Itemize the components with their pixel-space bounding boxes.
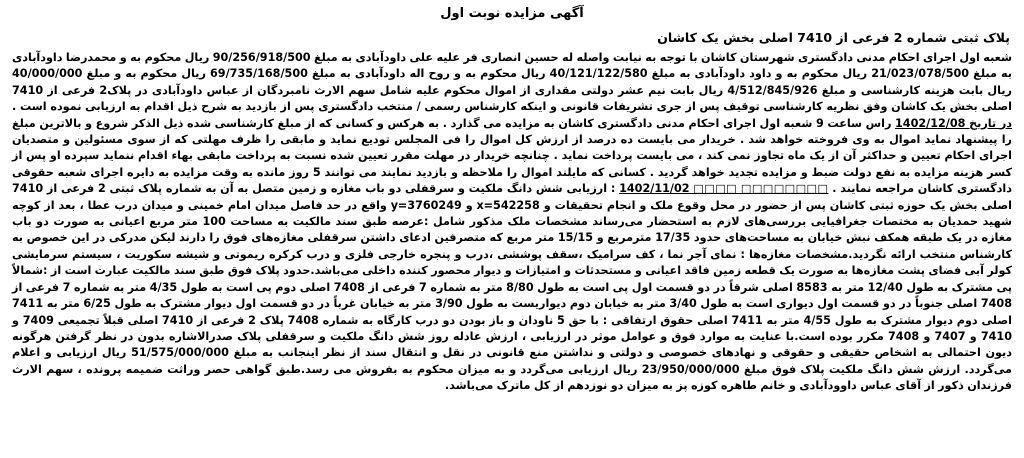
notice-subtitle: پلاک ثبتی شماره 2 فرعی از 7410 اصلی بخش یک کاشان: [657, 30, 1010, 45]
body-paragraph-part3: : ارزیابی شش دانگ ملکیت و سرقفلی دو باب مغازه و زمین متصل به آن به شماره پلاک ثبتی 2 فرعی از 7410 اصلی بخش یک حوزه ثبتی کاشان پس از حضور در محل وقوع ملک و انجام تحقیقات و 542258=x و 3760249=y واقع در حد فاصل میدان امام خمینی و میدان درب عطا ، بعد از کوچه شهید حمدیان به مختصات جغرافیایی بررسی‌های لازم به استحضار می‌رساند مشخصات ملک مذکور شامل :عرصه طبق سند مالکیت به مساحت 100 متر مربع اعیانی به صورت دو باب مغازه در یک طبقه همکف نبش خیابان به مساحت‌های حدود 17/35 مترمربع و 15/15 متر مربع که متصرفین ادعای داشتن سرقفلی مغازه‌های فوق را دارند لیکن مدرکی در این خصوص به کارشناس منتخب ارائه نگردید.مشخصات مغازه‌ها : نمای آجر نما ، کف سرامیک ،سقف پوششی ،درب و پنجره خارجی فلزی و درب کرکره ریموتی و شیشه سکوریت ، سیستم سرمایشی کولر آبی فضای پشت مغازه‌ها به صورت یک قطعه زمین فاقد اعیانی و مستحدثات و امتیازات و دیوار محصور کننده داخلی می‌باشد.حدود پلاک فوق طبق سند مالکیت عبارت است از :شمالاً پی مشترک به طول 12/40 متر به 8583 اصلی شرقاً در دو قسمت اول پی است به طول 8/80 متر به شماره 7 فرعی از 7408 اصلی دوم پی است به طول 4/35 متر به شماره 7 فرعی از 7408 اصلی جنوباً در دو قسمت اول دیواری است به طول 3/40 متر به خیابان دوم دیواریست به طول 3/90 متر به خیابان غرباً در دو قسمت اول دیوار مشترک به طول 6/25 متر به 7411 اصلی دوم دیوار مشترک به طول 4/55 متر به 7411 اصلی حقوق ارتفاقی : با حق 5 ناودان و باز بودن دو درب کارگاه به شماره 7408 پلاک 2 فرعی از 7410 اصلی قبلاً تجمیعی 7409 و 7410 و 7407 و 7408 مکرر بوده است.با عنایت به موارد فوق و عوامل موثر در ارزیابی ، ارزش عادله روز شش دانگ ملکیت و سرقفلی پلاک صدرالاشاره بدون در نظر گرفتن هرگونه دیون احتمالی به اشخاص حقیقی و حقوقی و نهادهای خصوصی و دولتی و نداشتن منع قانونی در نقل و انتقال سند از نظر اینجانب به مبلغ 51/575/000/000 ریال ارزیابی و اعلام می‌گردد. ارزش شش دانگ ملکیت پلاک فوق مبلغ 23/950/000/000 ریال ارزیابی می‌گردد و به میزان محکوم به بفروش می رسد.طبق گواهی حصر وراثت ضمیمه پرونده ، سهم الارث فرزندان ذکور از آقای عباس داوودآبادی و خانم طاهره کوزه پز به میزان دو نوزدهم از کل ماترک می‌باشد.: [12, 182, 1013, 393]
notice-body: [12, 50, 1012, 395]
assessment-reference-date: □□□□□□□□ □□□□ 1402/11/02: [619, 182, 829, 196]
body-paragraph-part2: راس ساعت 9 شعبه اول اجرای احکام مدنی دادگستری کاشان به مزایده می گذارد . به هرکس و کسانی که از مبلغ کارشناسی شده ذیل الذکر شروع و بالاترین مبلغ را پیشنهاد نماید اموال به وی فروخته خواهد شد . خریدار می بایست ده درصد از ارزش کل اموال را فی المجلس تودیع نماید و مابقی را ظرف مهلتی که از سوی مسئولین و متصدیان اجرای احکام تعیین و حداکثر آن از یک ماه تجاوز نمی کند ، می بایست پرداخت نماید . چنانچه خریدار در مهلت مقرر تعیین شده نسبت به پرداخت مابقی بهاء اقدام ننماید سپرده او پس از کسر هزینه مزایده به نفع دولت ضبط و مزایده تجدید خواهد گردید . کسانی که مایلند اموال را ملاحظه و بازدید نمایند می توانند 5 روز مانده به وقت مزایده به دایره اجرای شعبه حقوقی دادگستری کاشان مراجعه نمایند .: [12, 116, 1012, 196]
notice-title: آگهی مزایده نوبت اول: [440, 6, 584, 21]
body-paragraph-part1: شعبه اول اجرای احکام مدنی دادگستری شهرستان کاشان با توجه به نیابت واصله له حسین انصاری فر علیه علی داودآبادی به مبلغ 90/256/918/500 ریال محکوم به و محمدرضا داودآبادی به مبلغ 21/023/078/500 ریال محکوم به و داود داودآبادی به مبلغ 40/121/122/580 ریال محکوم به و روح اله داودآبادی به مبلغ 69/735/168/500 ریال محکوم به و مبلغ 40/000/000 ریال بابت هزینه کارشناسی و مبلغ 4/512/845/926 ریال بابت نیم عشر دولتی مقداری از اموال محکوم علیه شامل سهم الارث نامبردگان از عباس داودآبادی در پلاک2 فرعی از 7410 اصلی بخش یک کاشان وفق نظریه کارشناسی توقیف پس از جری تشریفات قانونی و اینکه کارشناس رسمی / منتخب دادگستری پس از بازدید به شرح ذیل اقدام به ارزیابی نموده است .: [12, 51, 1012, 114]
auction-date: در تاریخ 1402/12/08: [895, 116, 1012, 130]
